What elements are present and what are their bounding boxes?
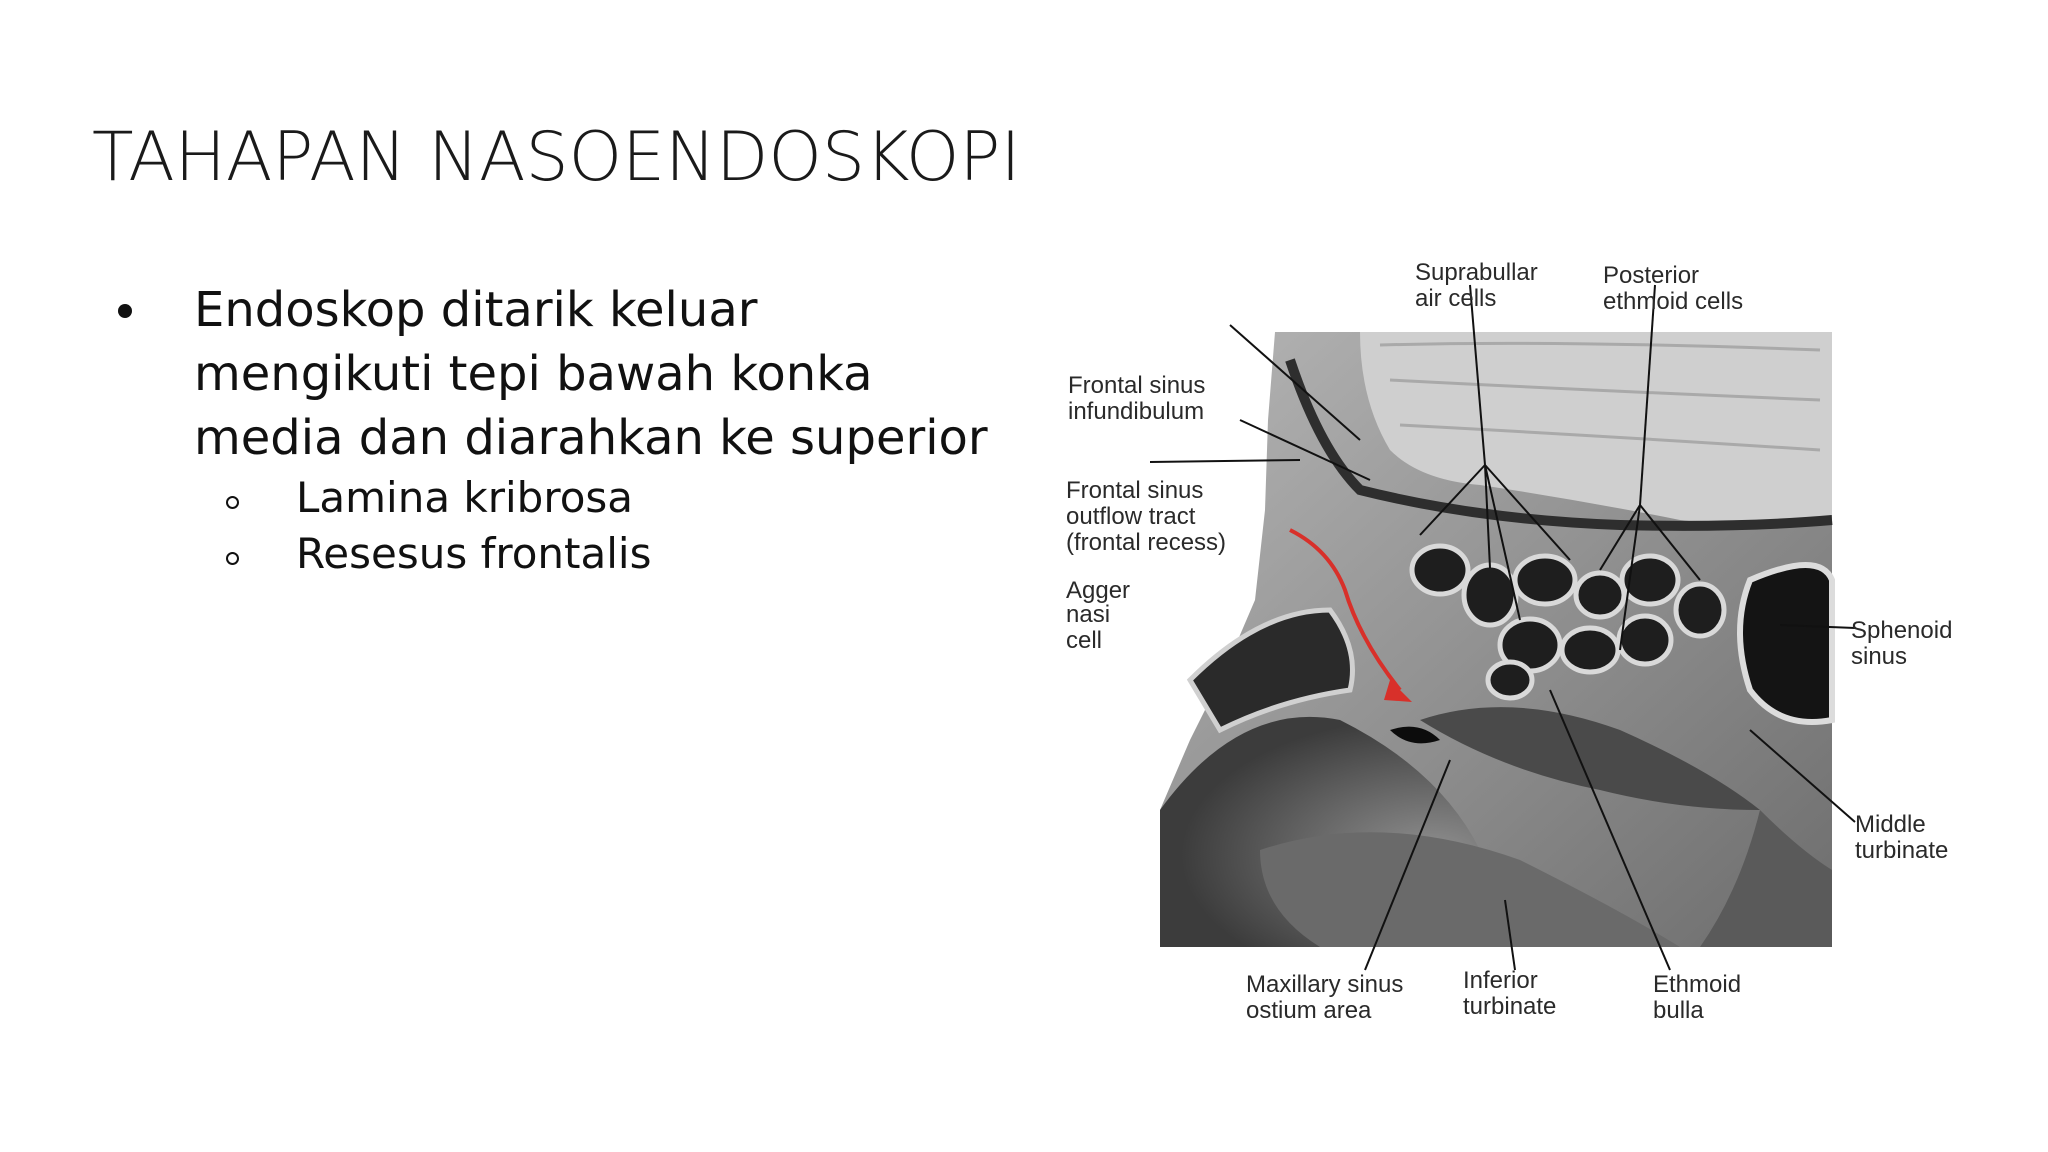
label-frontal-infundibulum: Frontal sinus <box>1068 372 1206 399</box>
label-maxillary-ostium: Maxillary sinus <box>1246 971 1404 998</box>
label-frontal-infundibulum-2: infundibulum <box>1068 398 1205 425</box>
sub-bullet-ring-icon <box>226 552 239 565</box>
label-inferior-turbinate-2: turbinate <box>1463 993 1557 1020</box>
sub-bullet-item <box>112 470 1032 526</box>
bullet-dot-icon <box>118 304 132 318</box>
label-suprabullar: Suprabullar <box>1415 259 1538 286</box>
label-maxillary-ostium-2: ostium area <box>1246 997 1372 1024</box>
label-frontal-outflow-2: outflow tract <box>1066 503 1196 530</box>
label-sphenoid: Sphenoid <box>1851 617 1953 644</box>
label-agger-nasi-2: nasi <box>1066 601 1111 628</box>
label-sphenoid-2: sinus <box>1851 643 1908 670</box>
anatomy-figure <box>1060 250 1980 1040</box>
label-posterior-ethmoid: Posterior <box>1603 262 1700 289</box>
bullet-line: mengikuti tepi bawah konka <box>194 346 873 402</box>
sub-bullet-text: Lamina kribrosa <box>296 473 634 522</box>
anatomy-illustration <box>1160 332 1832 947</box>
bullet-list <box>112 278 1032 582</box>
bullet-line: media dan diarahkan ke superior <box>194 410 988 466</box>
sub-bullet-item <box>112 526 1032 582</box>
label-frontal-outflow-3: (frontal recess) <box>1066 529 1227 556</box>
label-agger-nasi-3: cell <box>1066 627 1103 654</box>
label-suprabullar-2: air cells <box>1415 285 1497 312</box>
label-middle-turbinate-2: turbinate <box>1855 837 1949 864</box>
bullet-line: Endoskop ditarik keluar <box>194 282 758 338</box>
bullet-item <box>112 278 1032 470</box>
sub-bullet-ring-icon <box>226 496 239 509</box>
label-middle-turbinate: Middle <box>1855 811 1926 838</box>
label-posterior-ethmoid-2: ethmoid cells <box>1603 288 1744 315</box>
label-inferior-turbinate: Inferior <box>1463 967 1538 994</box>
slide-title: TAHAPAN NASOENDOSKOPI <box>92 118 1021 197</box>
sub-bullet-text: Resesus frontalis <box>296 529 652 578</box>
label-ethmoid-bulla-2: bulla <box>1653 997 1704 1024</box>
label-agger-nasi: Agger <box>1066 577 1131 604</box>
label-frontal-outflow: Frontal sinus <box>1066 477 1204 504</box>
label-ethmoid-bulla: Ethmoid <box>1653 971 1742 998</box>
